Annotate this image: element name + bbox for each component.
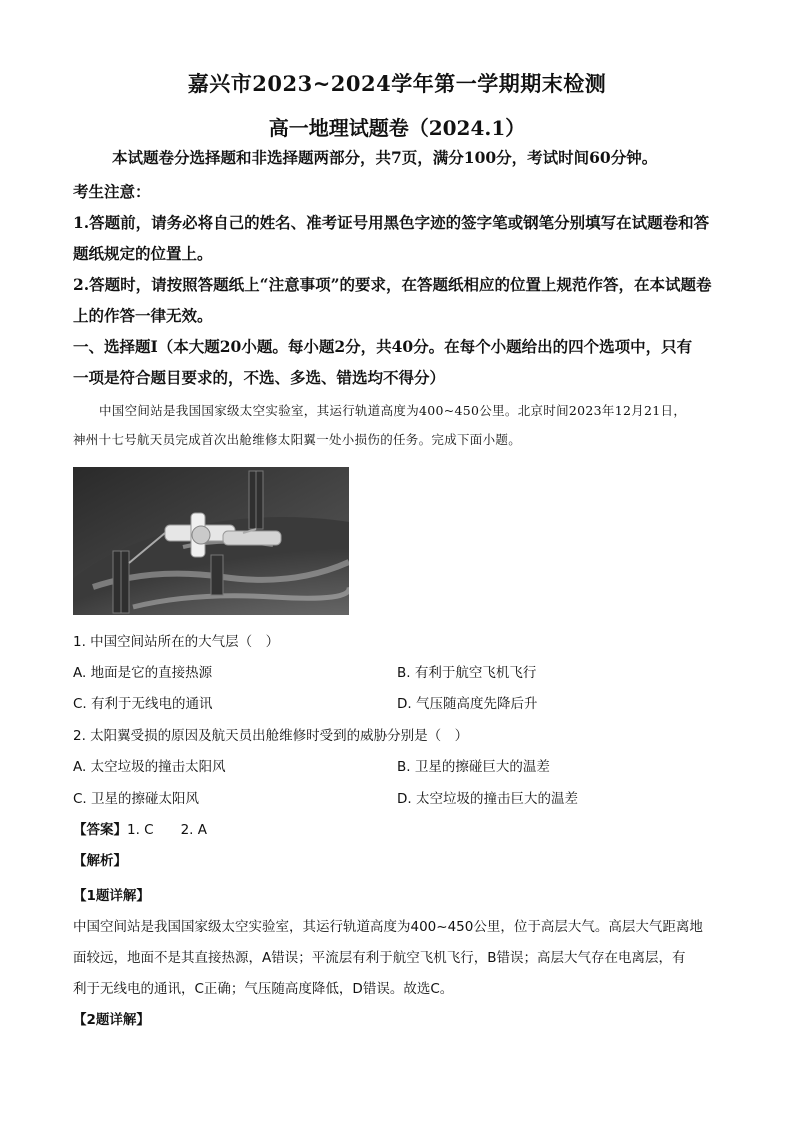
question-1-option-b: B. 有利于航空飞机飞行 (397, 665, 537, 681)
exam-title: 嘉兴市2023~2024学年第一学期期末检测 (187, 71, 607, 96)
space-station-illustration (73, 467, 349, 615)
answer-line (73, 818, 723, 838)
space-station-photo (73, 467, 349, 615)
answer-text: 1. C 2. A (127, 822, 208, 838)
section-heading-line-1: 一、选择题Ⅰ（本大题20小题。每小题2分，共40分。在每个小题给出的四个选项中，只有 (73, 337, 693, 356)
question-2-option-d: D. 太空垃圾的撞击巨大的温差 (397, 791, 578, 807)
answer-label: 【答案】 (73, 822, 127, 838)
exam-subtitle: 高一地理试题卷（2024.1） (268, 116, 526, 140)
notice-heading: 考生注意： (73, 182, 151, 201)
notice-item-2-line-1: 2.答题时，请按照答题纸上“注意事项”的要求，在答题纸相应的位置上规范作答，在本试题卷 (73, 275, 712, 294)
passage-line-1: 中国空间站是我国国家级太空实验室，其运行轨道高度为400~450公里。北京时间2023年12月21日， (99, 403, 687, 418)
detail-1-block (73, 881, 725, 1036)
question-2-option-c: C. 卫星的擦碰太阳风 (73, 791, 200, 807)
notice-item-1-line-1: 1.答题前，请务必将自己的姓名、准考证号用黑色字迹的签字笔或钢笔分别填写在试题卷和答 (73, 213, 710, 232)
reading-passage (73, 396, 723, 454)
question-1-stem: 1. 中国空间站所在的大气层（ ） (73, 634, 280, 650)
notice-item-2-line-2: 上的作答一律无效。 (73, 306, 213, 325)
question-1-option-d: D. 气压随高度先降后升 (397, 696, 538, 712)
question-1-option-c: C. 有利于无线电的通讯 (73, 696, 213, 712)
passage-line-2: 神州十七号航天员完成首次出舱维修太阳翼一处小损伤的任务。完成下面小题。 (73, 432, 522, 447)
question-2-stem: 2. 太阳翼受损的原因及航天员出舱维修时受到的威胁分别是（ ） (73, 728, 469, 744)
notice-block (73, 176, 725, 393)
detail-1-line-1: 中国空间站是我国国家级太空实验室，其运行轨道高度为400~450公里，位于高层大气。高层大气距离地 (73, 919, 703, 935)
notice-item-1-line-2: 题纸规定的位置上。 (73, 244, 213, 263)
section-heading-line-2: 一项是符合题目要求的，不选、多选、错选均不得分） (73, 368, 446, 387)
question-2-option-a: A. 太空垃圾的撞击太阳风 (73, 759, 226, 775)
detail-1-line-2: 面较远，地面不是其直接热源，A错误；平流层有利于航空飞机飞行，B错误；高层大气存在电离层，有 (73, 950, 686, 966)
detail-2-heading: 【2题详解】 (73, 1012, 150, 1028)
detail-1-heading: 【1题详解】 (73, 888, 150, 904)
question-1-option-a: A. 地面是它的直接热源 (73, 665, 213, 681)
analysis-label: 【解析】 (73, 853, 127, 869)
intro-text: 本试题卷分选择题和非选择题两部分，共7页，满分100分，考试时间60分钟。 (112, 148, 658, 167)
detail-1-line-3: 利于无线电的通讯，C正确；气压随高度降低，D错误。故选C。 (73, 981, 454, 997)
question-2-option-b: B. 卫星的擦碰巨大的温差 (397, 759, 550, 775)
